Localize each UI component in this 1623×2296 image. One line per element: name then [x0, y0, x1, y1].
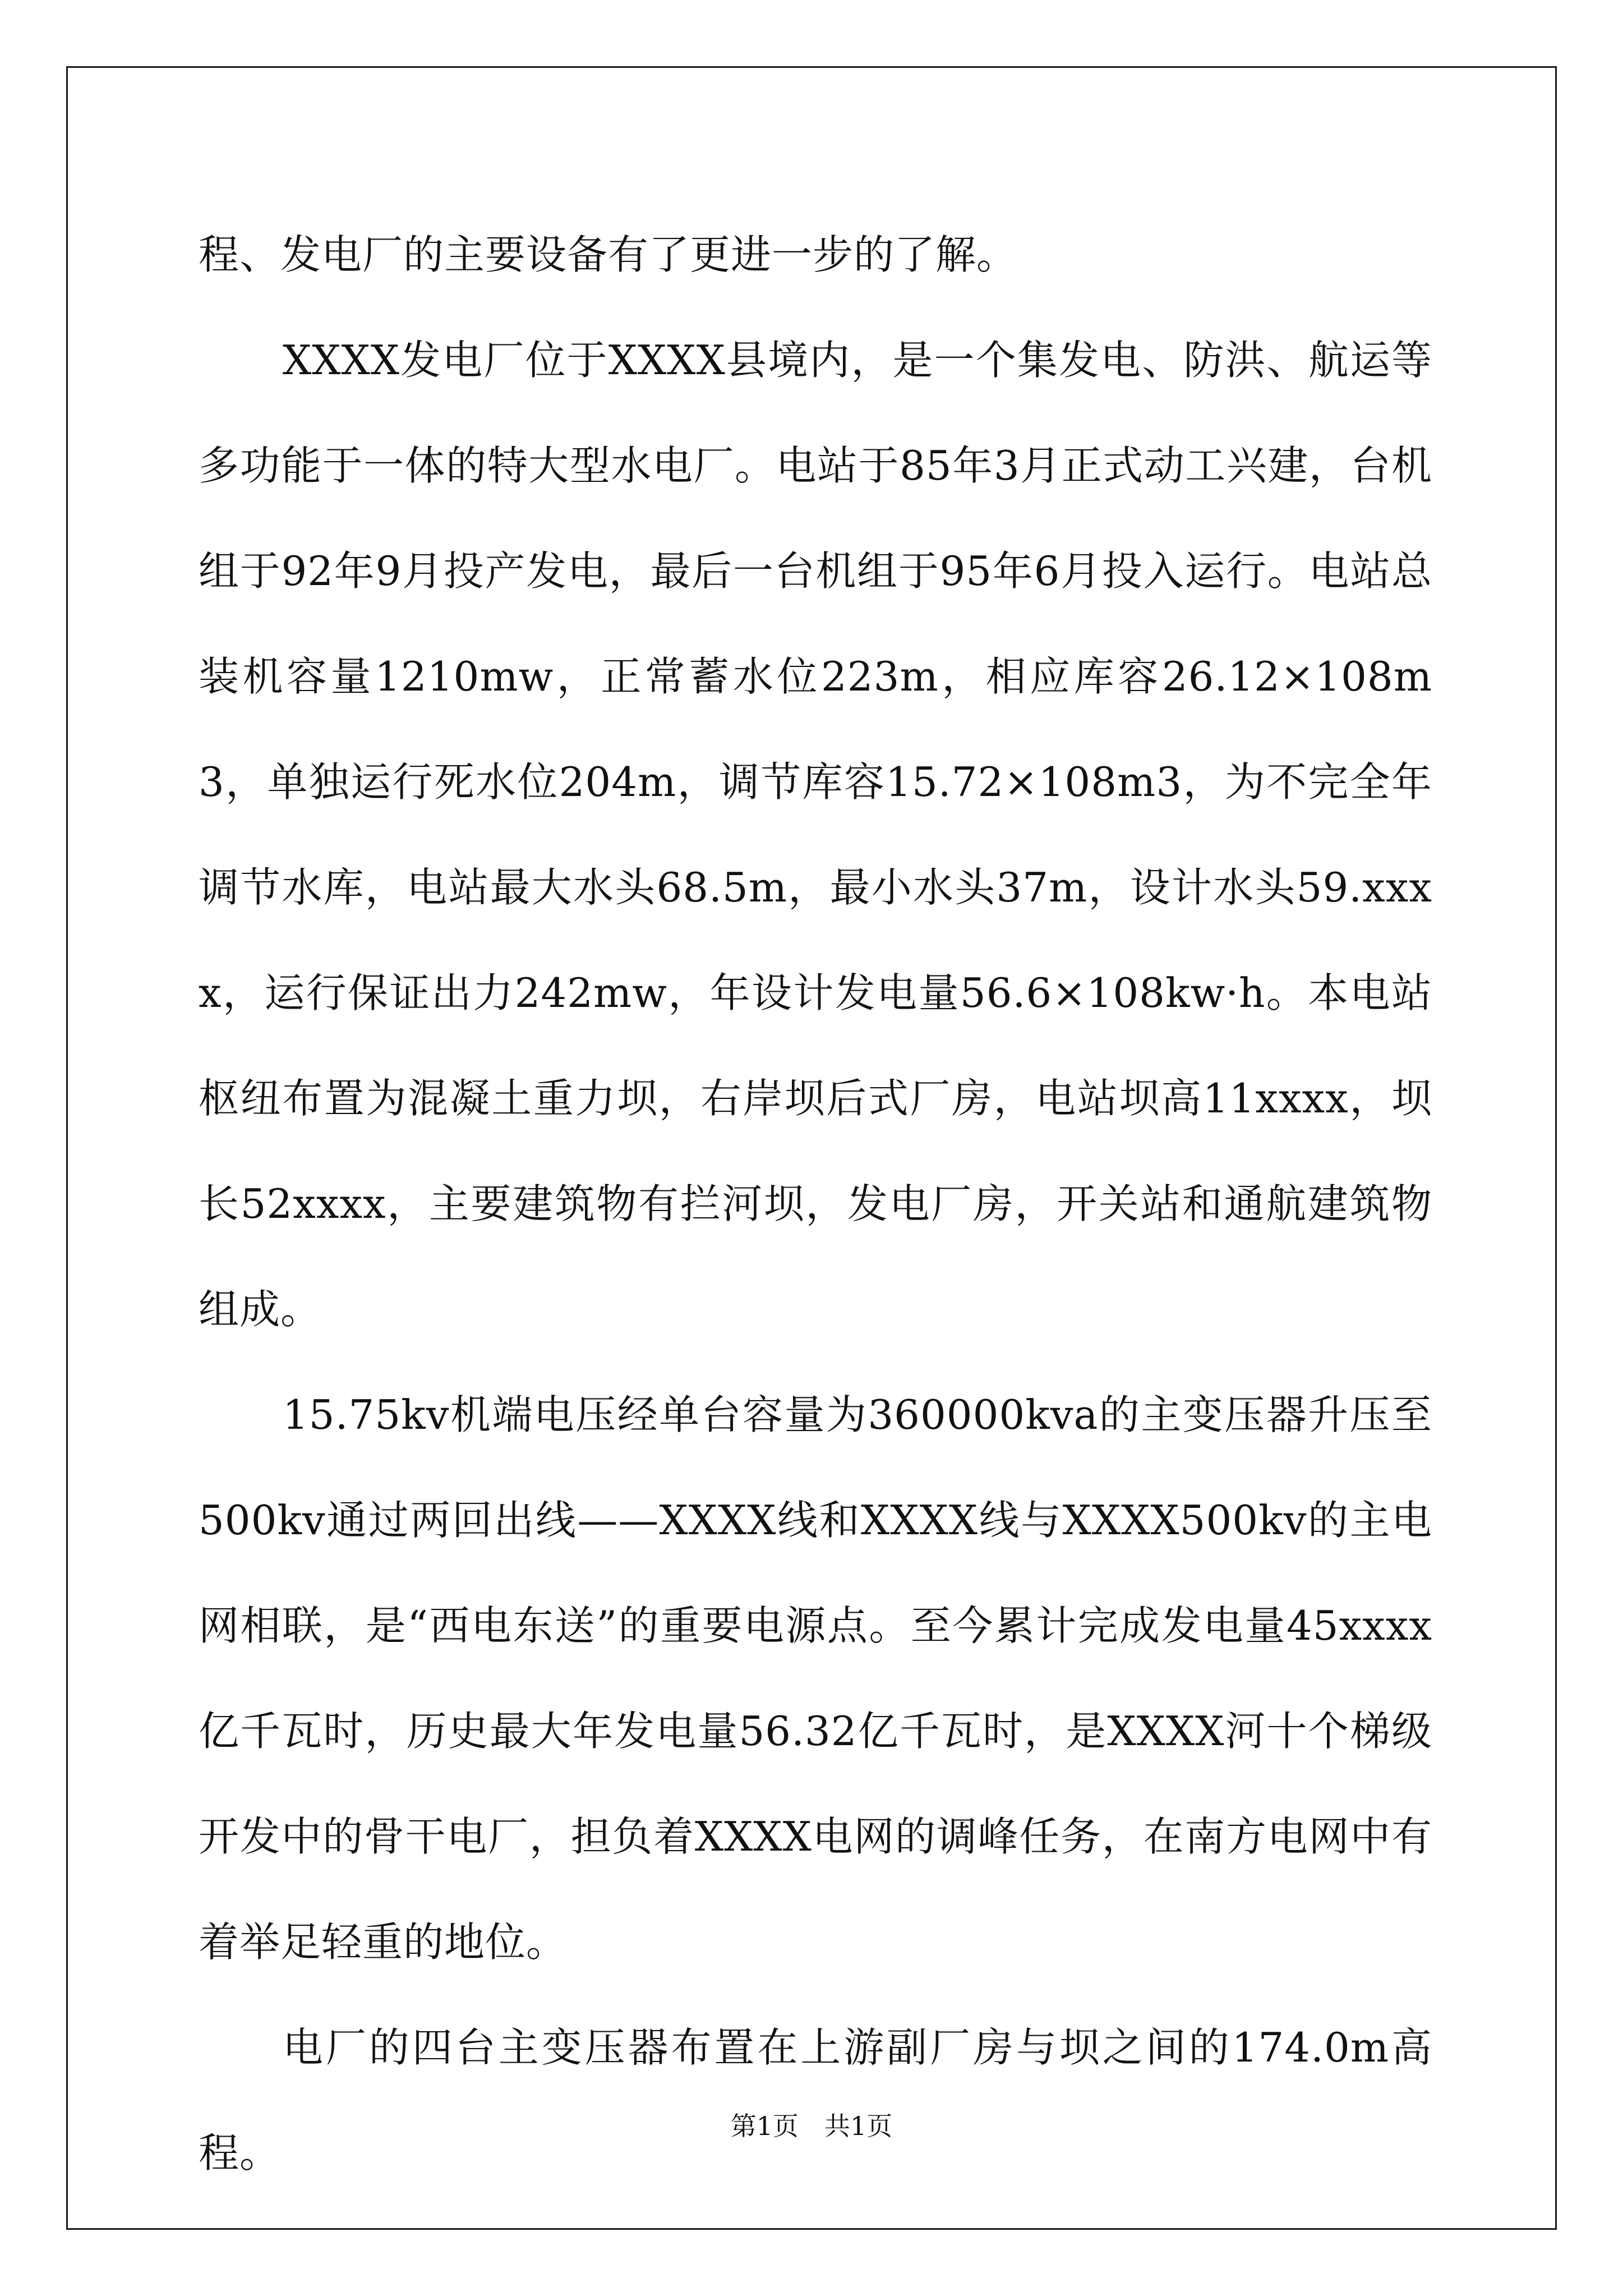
paragraph-1: 程、发电厂的主要设备有了更进一步的了解。 — [199, 231, 1018, 278]
paragraph-4: 电厂的四台主变压器布置在上游副厂房与坝之间的174.0m高程。 — [199, 2024, 1432, 2177]
paragraph-2: XXXX发电厂位于XXXX县境内，是一个集发电、防洪、航运等多功能于一体的特大型水电厂。电站于85年3月正式动工兴建，台机组于92年9月投产发电，最后一台机组于95年6月投入运行。电站总装机容量1210mw，正常蓄水位223m，相应库容26.12×108m3，单独运行死水位204m，调节库容15.72×108m3，为不完全年调节水库，电站最大水头68.5m，最小水头37m，设计水头59.xxxx，运行保证出力242mw，年设计发电量56.6×108kw·h。本电站枢纽布置为混凝土重力坝，右岸坝后式厂房，电站坝高11xxxx，坝长52xxxx，主要建筑物有拦河坝，发电厂房，开关站和通航建筑物组成。 — [199, 337, 1432, 1333]
document-body — [199, 202, 1432, 2206]
page-footer — [0, 2109, 1623, 2143]
page-number: 第1页 共1页 — [730, 2111, 893, 2141]
paragraph-3: 15.75kv机端电压经单台容量为360000kva的主变压器升压至500kv通过两回出线——XXXX线和XXXX线与XXXX500kv的主电网相联，是“西电东送”的重要电源点。至今累计完成发电量45xxxx亿千瓦时，历史最大年发电量56.32亿千瓦时，是XXXX河十个梯级开发中的骨干电厂，担负着XXXX电网的调峰任务，在南方电网中有着举足轻重的地位。 — [199, 1391, 1432, 1966]
